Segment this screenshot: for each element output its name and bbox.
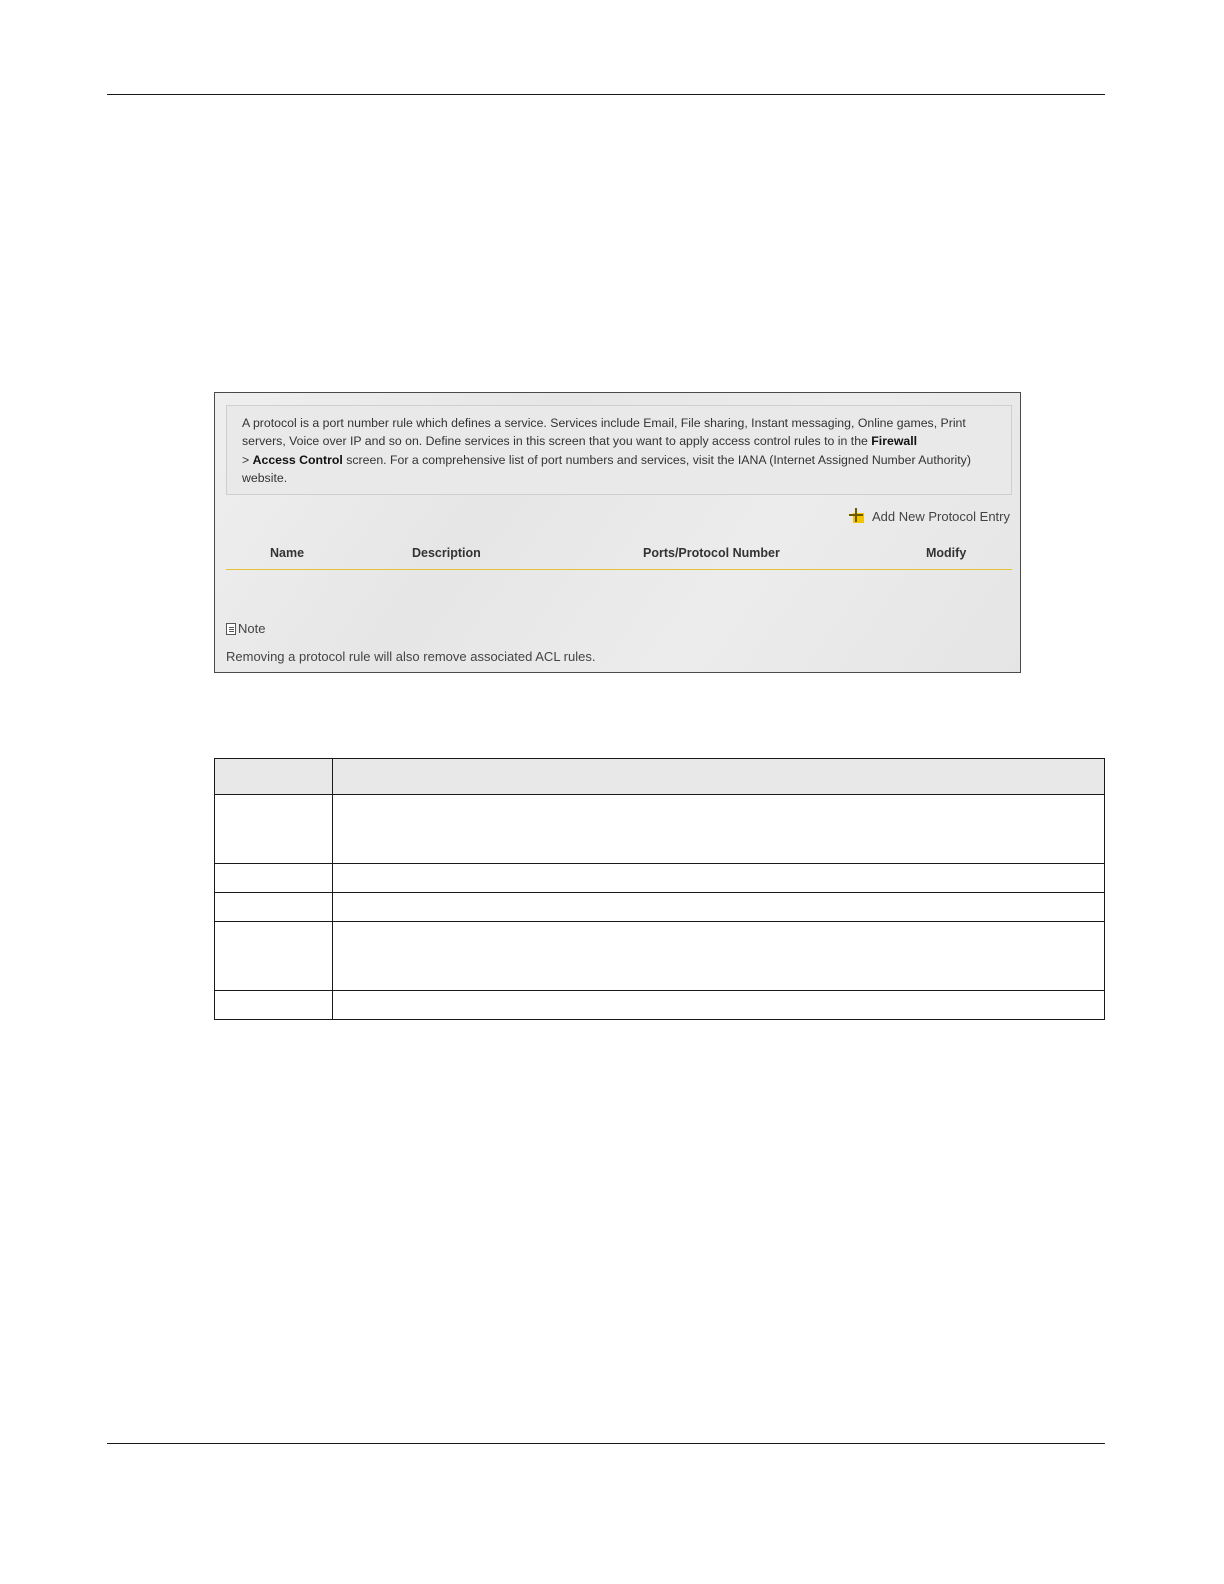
table-cell — [215, 864, 333, 893]
add-new-protocol-entry-button[interactable] — [849, 508, 1010, 524]
column-name: Name — [270, 546, 305, 560]
note-heading — [226, 621, 265, 636]
footer-rule — [107, 1443, 1105, 1444]
firewall-link-text: Firewall — [871, 434, 918, 449]
header-rule — [107, 94, 1105, 95]
table-row — [215, 991, 1105, 1020]
table-cell — [215, 991, 333, 1020]
note-text: Removing a protocol rule will also remove associated ACL rules. — [226, 649, 596, 664]
table-header-row — [215, 759, 1105, 795]
info-box — [226, 405, 1012, 495]
column-description: Description — [412, 546, 481, 560]
access-control-link-text: Access Control — [252, 452, 343, 467]
table-cell — [333, 864, 1105, 893]
table-row — [215, 864, 1105, 893]
info-text-1: A protocol is a port number rule which defines a service. Services include Email, File sharing, Instant messaging, Online games, Print servers, Voice over IP and so on. Define services in this screen that you want to apply access control rules to in the — [242, 416, 966, 449]
add-entry-label: Add New Protocol Entry — [871, 508, 1010, 524]
table-cell — [215, 893, 333, 922]
table-row — [215, 795, 1105, 864]
info-text-2: > — [242, 452, 253, 467]
note-icon — [226, 623, 236, 635]
table-cell — [333, 795, 1105, 864]
table-cell — [333, 922, 1105, 991]
protocol-screen-figure — [214, 392, 1021, 673]
field-description-table — [214, 758, 1105, 1020]
column-ports-protocol-number: Ports/Protocol Number — [643, 546, 780, 560]
table-header-cell — [333, 759, 1105, 795]
column-modify: Modify — [926, 546, 967, 560]
add-icon — [849, 508, 865, 524]
table-header-cell — [215, 759, 333, 795]
table-row — [215, 922, 1105, 991]
table-cell — [215, 922, 333, 991]
table-cell — [215, 795, 333, 864]
protocol-table-header — [226, 545, 1012, 570]
table-cell — [333, 991, 1105, 1020]
info-text-3: screen. For a comprehensive list of port numbers and services, visit the IANA (Internet Assigned Number Authority) website. — [242, 452, 971, 485]
note-label: Note — [238, 621, 266, 636]
table-row — [215, 893, 1105, 922]
table-cell — [333, 893, 1105, 922]
